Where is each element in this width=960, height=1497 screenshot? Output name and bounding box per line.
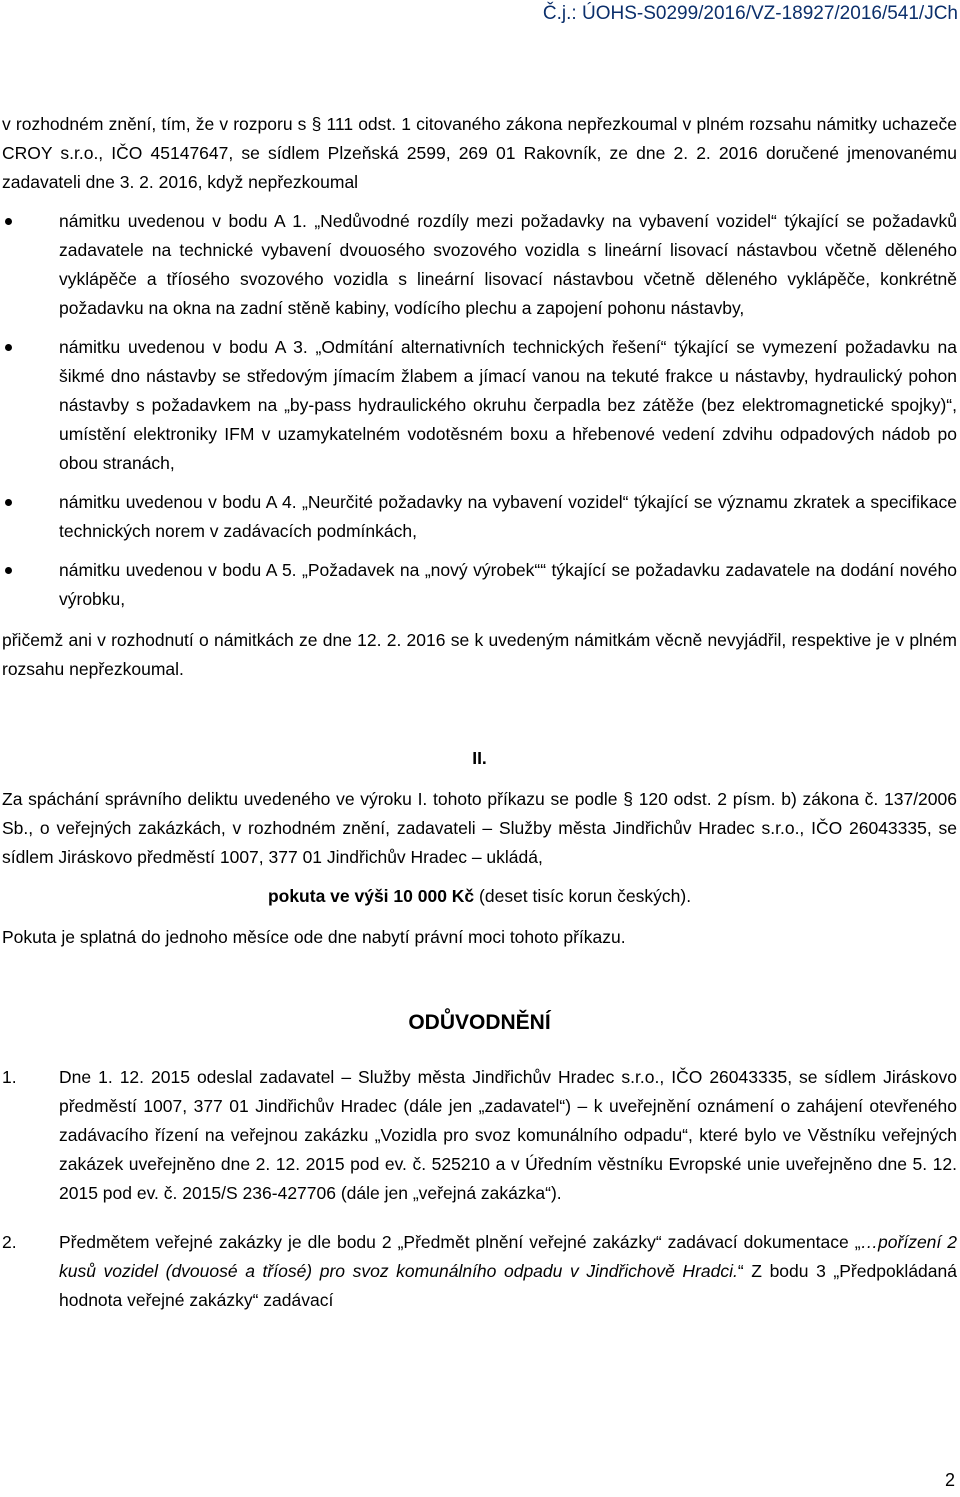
numbered-item [2, 1063, 957, 1208]
bullet-icon [5, 344, 12, 351]
item-text: Dne 1. 12. 2015 odeslal zadavatel – Služby města Jindřichův Hradec s.r.o., IČO 26043335, se sídlem Jiráskovo předměstí 1007, 377 01 Jindřichův Hradec (dále jen „zadavatel“) – k uveřejnění oznámení o zahájení otevřeného zadávacího řízení na veřejnou zakázku „Vozidla pro svoz komunálního odpadu“, které bylo ve Věstníku veřejných zakázek uveřejněno dne 2. 12. 2015 pod ev. č. 525210 a v Úředním věstníku Evropské unie uveřejněno dne 5. 12. 2015 pod ev. č. 2015/S 236-427706 (dále jen „veřejná zakázka“). [59, 1067, 957, 1203]
bullet-icon [5, 499, 12, 506]
bullet-item [2, 488, 957, 546]
numbered-item [2, 1228, 957, 1315]
bullet-icon [5, 567, 12, 574]
conclusion-paragraph: přičemž ani v rozhodnutí o námitkách ze dne 12. 2. 2016 se k uvedeným námitkám věcně nevyjádřil, respektive je v plném rozsahu nepřezkoumal. [2, 630, 957, 679]
section-heading-ii: II. [472, 748, 487, 768]
fine-amount-words: (deset tisíc korun českých). [474, 886, 692, 906]
fine-statement [2, 882, 957, 911]
document-body [2, 110, 957, 1315]
item-text-part: “ Z bodu 3 „Předpokládaná hodnota veřejné zakázky“ zadávací [59, 1261, 957, 1310]
payment-paragraph: Pokuta je splatná do jednoho měsíce ode dne nabytí právní moci tohoto příkazu. [2, 927, 626, 947]
case-reference: Č.j.: ÚOHS-S0299/2016/VZ-18927/2016/541/JCh [542, 3, 958, 24]
bullet-text: námitku uvedenou v bodu A 5. „Požadavek na „nový výrobek““ týkající se požadavku zadavatele na dodání nového výrobku, [59, 560, 957, 609]
item-number: 2. [2, 1232, 17, 1252]
item-number: 1. [2, 1067, 17, 1087]
section-title-reasoning: ODŮVODNĚNÍ [408, 1011, 551, 1034]
bullet-text: námitku uvedenou v bodu A 4. „Neurčité požadavky na vybavení vozidel“ týkající se významu zkratek a specifikace technických norem v zadávacích podmínkách, [59, 492, 957, 541]
item-text [59, 1232, 957, 1310]
bullet-item [2, 207, 957, 323]
bullet-text: námitku uvedenou v bodu A 3. „Odmítání alternativních technických řešení“ týkající se vymezení požadavku na šikmé dno nástavby se středovým jímacím žlabem a jímací vanou na tekuté frakce u nástavby, hydraulický pohon nástavby s požadavkem na „by-pass hydraulického okruhu čerpadla bez zátěže (bez elektromagnetické spojky)“, umístění elektroniky IFM v uzamykatelném vodotěsném boxu a hřebenové vedení zdvihu odpadových nádob po obou stranách, [59, 337, 957, 473]
item-text-part: Předmětem veřejné zakázky je dle bodu 2 „Předmět plnění veřejné zakázky“ zadávací dokumentace „ [59, 1232, 861, 1252]
bullet-icon [5, 218, 12, 225]
bullet-item [2, 333, 957, 478]
fine-amount: pokuta ve výši 10 000 Kč [267, 886, 475, 906]
item-text-italic: …pořízení 2 kusů vozidel (dvouosé a tříosé) pro svoz komunálního odpadu v Jindřichově Hradci. [59, 1232, 957, 1281]
bullet-item [2, 556, 957, 614]
fine-paragraph: Za spáchání správního deliktu uvedeného ve výroku I. tohoto příkazu se podle § 120 odst. 2 písm. b) zákona č. 137/2006 Sb., o veřejných zakázkách, v rozhodném znění, zadavateli – Služby města Jindřichův Hradec s.r.o., IČO 26043335, se sídlem Jiráskovo předměstí 1007, 377 01 Jindřichův Hradec – ukládá, [2, 789, 957, 867]
bullet-text: námitku uvedenou v bodu A 1. „Nedůvodné rozdíly mezi požadavky na vybavení vozidel“ týkající se požadavků zadavatele na technické vybavení dvouosého svozového vozidla s lineární lisovací nástavbou včetně děleného vyklápěče a tříosého svozového vozidla s lineární lisovací nástavbou včetně děleného vyklápěče, konkrétně požadavku na okna na zadní stěně kabiny, vodícího plechu a zapojení pohonu nástavby, [59, 211, 957, 318]
page-number: 2 [944, 1470, 955, 1490]
intro-paragraph: v rozhodném znění, tím, že v rozporu s § 111 odst. 1 citovaného zákona nepřezkoumal v plném rozsahu námitky uchazeče CROY s.r.o., IČO 45147647, se sídlem Plzeňská 2599, 269 01 Rakovník, ze dne 2. 2. 2016 doručené jmenovanému zadavateli dne 3. 2. 2016, když nepřezkoumal [2, 114, 957, 192]
